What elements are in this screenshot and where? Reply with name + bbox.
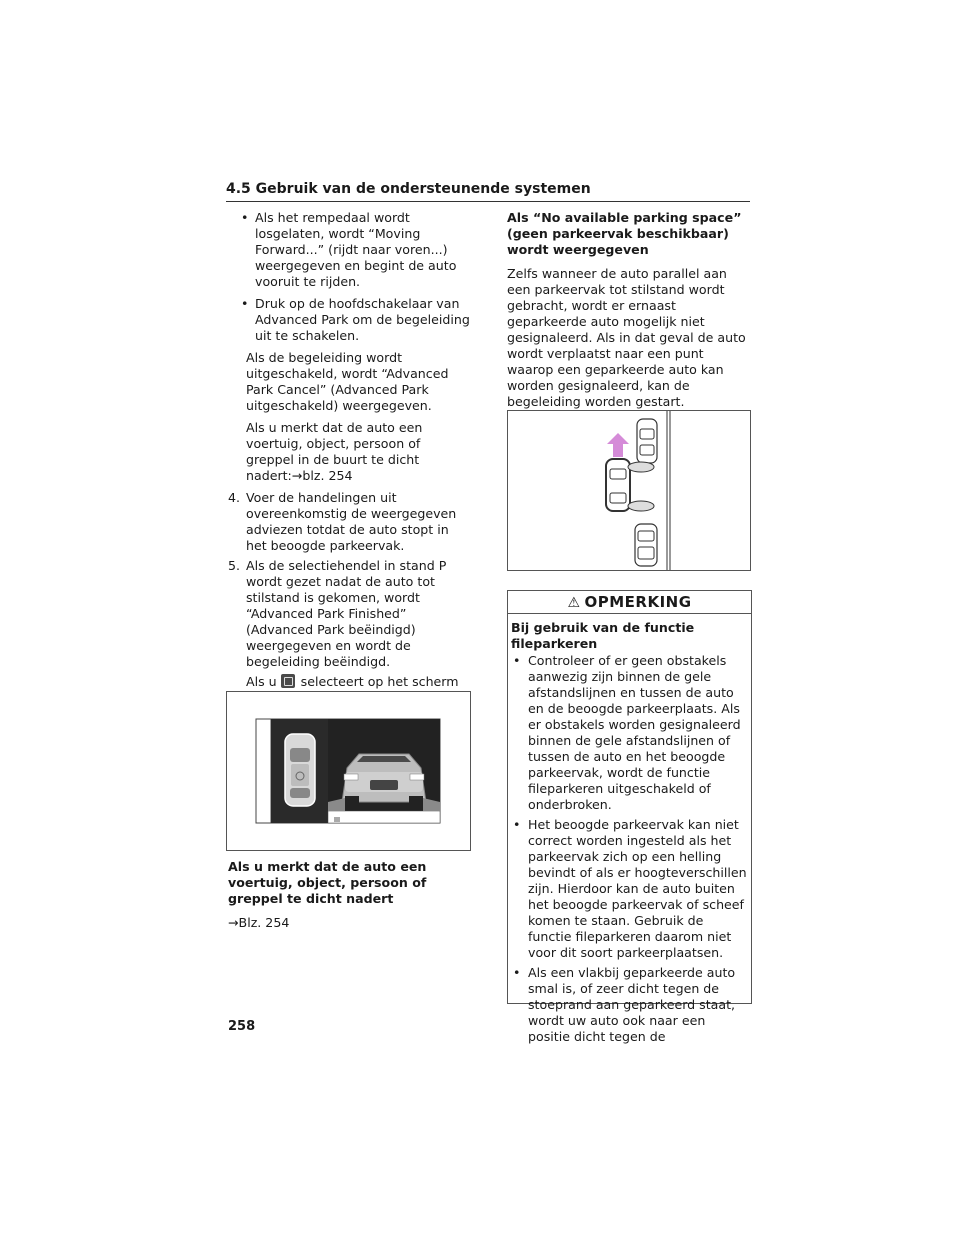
note-header — [508, 591, 751, 614]
parallel-parking-figure — [507, 410, 751, 571]
paragraph-obstacle: Als u merkt dat de auto een voertuig, object, persoon of greppel in de buurt te dicht nadert:→blz. 254 — [246, 420, 423, 483]
note-item-text: Als een vlakbij geparkeerde auto smal is, of zeer dicht tegen de stoeprand aan geparkeerd staat, wordt uw auto ook naar een positie dicht tegen de — [528, 965, 736, 1044]
bullet-text: Druk op de hoofdschakelaar van Advanced Park om de begeleiding uit te schakelen. — [255, 296, 470, 343]
step-number: 5. — [228, 558, 241, 573]
step-4 — [228, 490, 472, 554]
left-column — [228, 210, 472, 760]
bullet-mark: • — [513, 965, 521, 980]
rotate-car-icon — [281, 674, 295, 688]
bullet-mark: • — [241, 210, 249, 225]
completion-screen-figure — [226, 691, 471, 851]
rotate-text-start: Als u — [246, 674, 277, 689]
left-column-lower — [228, 859, 472, 937]
page-reference: →Blz. 254 — [228, 915, 290, 930]
bullet-text: Als het rempedaal wordt losgelaten, wordt “Moving Forward...” (rijdt naar voren...) weergegeven en begint de auto vooruit te rijden. — [255, 210, 457, 289]
no-space-heading: Als “No available parking space” (geen parkeervak beschikbaar) wordt weergegeven — [507, 210, 742, 257]
note-subtitle: Bij gebruik van de functie fileparkeren — [511, 620, 695, 651]
bullet-main-switch — [228, 296, 472, 344]
note-body — [508, 614, 751, 1045]
completion-screen-illustration — [227, 692, 470, 850]
note-title: OPMERKING — [584, 593, 692, 611]
note-item-text: Het beoogde parkeervak kan niet correct worden ingesteld als het parkeervak zich op een helling bevindt of als er hoogteverschillen zijn. Hierdoor kan de auto buiten het beoogde parkeervak of scheef komen te staan. Gebruik de functie fileparkeren daarom niet voor dit soort parkeerplaatsen. — [528, 817, 747, 960]
paragraph-cancel: Als de begeleiding wordt uitgeschakeld, wordt “Advanced Park Cancel” (Advanced Park uitgeschakeld) weergegeven. — [246, 350, 449, 413]
note-item — [511, 965, 748, 1045]
warning-icon: ⚠ — [567, 595, 581, 611]
parallel-parking-illustration — [508, 411, 750, 570]
bullet-brake-release — [228, 210, 472, 290]
section-title: 4.5 Gebruik van de ondersteunende systemen — [226, 181, 591, 197]
bullet-mark: • — [513, 817, 521, 832]
section-header — [226, 178, 750, 202]
step-text: Voer de handelingen uit overeenkomstig de weergegeven adviezen totdat de auto stopt in het beoogde parkeervak. — [246, 490, 457, 553]
bullet-mark: • — [241, 296, 249, 311]
step-number: 4. — [228, 490, 241, 505]
right-column — [507, 210, 751, 416]
obstacle-heading: Als u merkt dat de auto een voertuig, object, persoon of greppel te dicht nadert — [228, 859, 427, 906]
step-text: Als de selectiehendel in stand P wordt gezet nadat de auto tot stilstand is gekomen, wordt “Advanced Park Finished” (Advanced Park beëindigd) weergegeven en wordt de begeleiding beëindigd. — [246, 558, 447, 669]
rotate-text-end: selecteert op het scherm — [300, 674, 459, 689]
bullet-mark: • — [513, 653, 521, 668]
note-item — [511, 817, 748, 961]
note-item-text: Controleer of er geen obstakels aanwezig zijn binnen de gele afstandslijnen en tussen de auto en de beoogde parkeerplaats. Als er obstakels worden gesignaleerd binnen de gele afstandslijnen of tussen de auto en het beoogde parkeervak, wordt de functie fileparkeren uitgeschakeld of onderbroken. — [528, 653, 741, 812]
step-5 — [228, 558, 472, 670]
no-space-paragraph: Zelfs wanneer de auto parallel aan een parkeervak tot stilstand wordt gebracht, wordt er ernaast geparkeerde auto mogelijk niet gesignaleerd. Als in dat geval de auto wordt verplaatst naar een punt waarop een geparkeerde auto kan worden gesignaleerd, kan de begeleiding worden gestart. — [507, 266, 746, 409]
page-number: 258 — [228, 1019, 256, 1034]
note-box — [507, 590, 752, 1044]
note-item — [511, 653, 748, 813]
